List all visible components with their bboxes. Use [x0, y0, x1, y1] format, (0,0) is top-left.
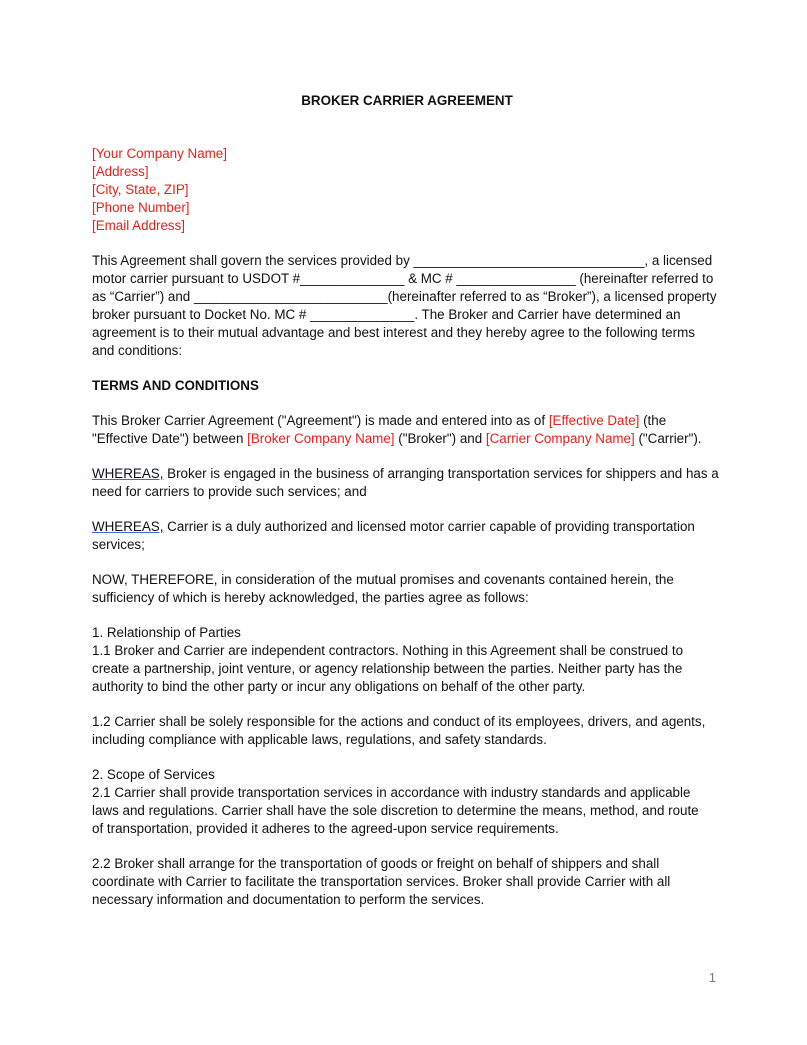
sender-phone: [Phone Number]: [92, 200, 190, 215]
clause-2-1-text: of transportation, provided it adheres to the agreed-upon service requirements.: [92, 821, 559, 836]
section-1-heading: 1. Relationship of Parties: [92, 625, 241, 640]
whereas-word: WHEREAS,: [92, 519, 164, 534]
clause-2-2-text: necessary information and documentation to perform the services.: [92, 892, 485, 907]
clause-1-2-text: including compliance with applicable laws, regulations, and safety standards.: [92, 732, 547, 747]
intro-text: (hereinafter referred to: [575, 271, 714, 286]
terms-heading: TERMS AND CONDITIONS: [92, 378, 259, 393]
parties-text: ("Carrier").: [634, 431, 702, 446]
section-1: [92, 624, 722, 696]
parties-text: "Effective Date") between: [92, 431, 248, 446]
sender-block: [92, 145, 722, 235]
section-2: [92, 766, 722, 838]
carrier-name-blank: _______________________________: [413, 253, 645, 268]
clause-1-1-text: create a partnership, joint venture, or agency relationship between the parties. Neither party has the: [92, 661, 683, 676]
page-number: 1: [708, 970, 716, 985]
now-therefore-paragraph: [92, 571, 722, 607]
parties-text: (the: [639, 413, 667, 428]
section-2-heading: 2. Scope of Services: [92, 767, 215, 782]
whereas-text: Broker is engaged in the business of arranging transportation services for shippers and has a: [163, 466, 719, 481]
clause-2-2: [92, 855, 722, 909]
parties-text: This Broker Carrier Agreement ("Agreement") is made and entered into as of: [92, 413, 549, 428]
clause-2-2-text: 2.2 Broker shall arrange for the transportation of goods or freight on behalf of shippers and shall: [92, 856, 660, 871]
document-page: [92, 92, 722, 909]
sender-address: [Address]: [92, 164, 149, 179]
usdot-blank: ______________: [300, 271, 405, 286]
effective-date-placeholder: [Effective Date]: [548, 413, 640, 428]
whereas-text: services;: [92, 537, 145, 552]
docket-blank: ______________: [310, 307, 415, 322]
parties-paragraph: [92, 412, 722, 448]
clause-2-2-text: coordinate with Carrier to facilitate the transportation services. Broker shall provide Carrier with all: [92, 874, 671, 889]
whereas-text: need for carriers to provide such services; and: [92, 484, 367, 499]
intro-text: broker pursuant to Docket No. MC #: [92, 307, 311, 322]
clause-2-1-text: laws and regulations. Carrier shall have the sole discretion to determine the means, method, and route: [92, 803, 699, 818]
clause-1-1-text: 1.1 Broker and Carrier are independent contractors. Nothing in this Agreement shall be construed to: [92, 643, 684, 658]
whereas-text: Carrier is a duly authorized and licensed motor carrier capable of providing transportation: [163, 519, 695, 534]
whereas-broker-paragraph: [92, 465, 722, 501]
mc-number-blank: ________________: [456, 271, 576, 286]
intro-paragraph: [92, 252, 722, 360]
whereas-word: WHEREAS,: [92, 466, 164, 481]
intro-text: as “Carrier”) and: [92, 289, 194, 304]
clause-1-2: [92, 713, 722, 749]
clause-2-1-text: 2.1 Carrier shall provide transportation services in accordance with industry standards and applicable: [92, 785, 691, 800]
sender-city-state-zip: [City, State, ZIP]: [92, 182, 189, 197]
intro-text: & MC #: [404, 271, 457, 286]
whereas-carrier-paragraph: [92, 518, 722, 554]
broker-company-placeholder: [Broker Company Name]: [247, 431, 395, 446]
now-therefore-text: sufficiency of which is hereby acknowledged, the parties agree as follows:: [92, 590, 529, 605]
clause-1-2-text: 1.2 Carrier shall be solely responsible for the actions and conduct of its employees, drivers, and agents,: [92, 714, 706, 729]
clause-1-1-text: authority to bind the other party or incur any obligations on behalf of the other party.: [92, 679, 586, 694]
now-therefore-text: NOW, THEREFORE, in consideration of the mutual promises and covenants contained herein, the: [92, 572, 674, 587]
broker-name-blank: __________________________: [193, 289, 388, 304]
intro-text: , a licensed: [644, 253, 713, 268]
intro-text: (hereinafter referred to as “Broker”), a licensed property: [387, 289, 717, 304]
intro-text: motor carrier pursuant to USDOT #: [92, 271, 301, 286]
sender-company-name: [Your Company Name]: [92, 146, 227, 161]
intro-text: and conditions:: [92, 343, 183, 358]
intro-text: This Agreement shall govern the services provided by: [92, 253, 414, 268]
carrier-company-placeholder: [Carrier Company Name]: [485, 431, 635, 446]
intro-text: agreement is to their mutual advantage and best interest and they hereby agree to the following terms: [92, 325, 695, 340]
document-title: BROKER CARRIER AGREEMENT: [301, 93, 513, 108]
parties-text: ("Broker") and: [394, 431, 486, 446]
intro-text: . The Broker and Carrier have determined an: [414, 307, 681, 322]
sender-email: [Email Address]: [92, 218, 186, 233]
